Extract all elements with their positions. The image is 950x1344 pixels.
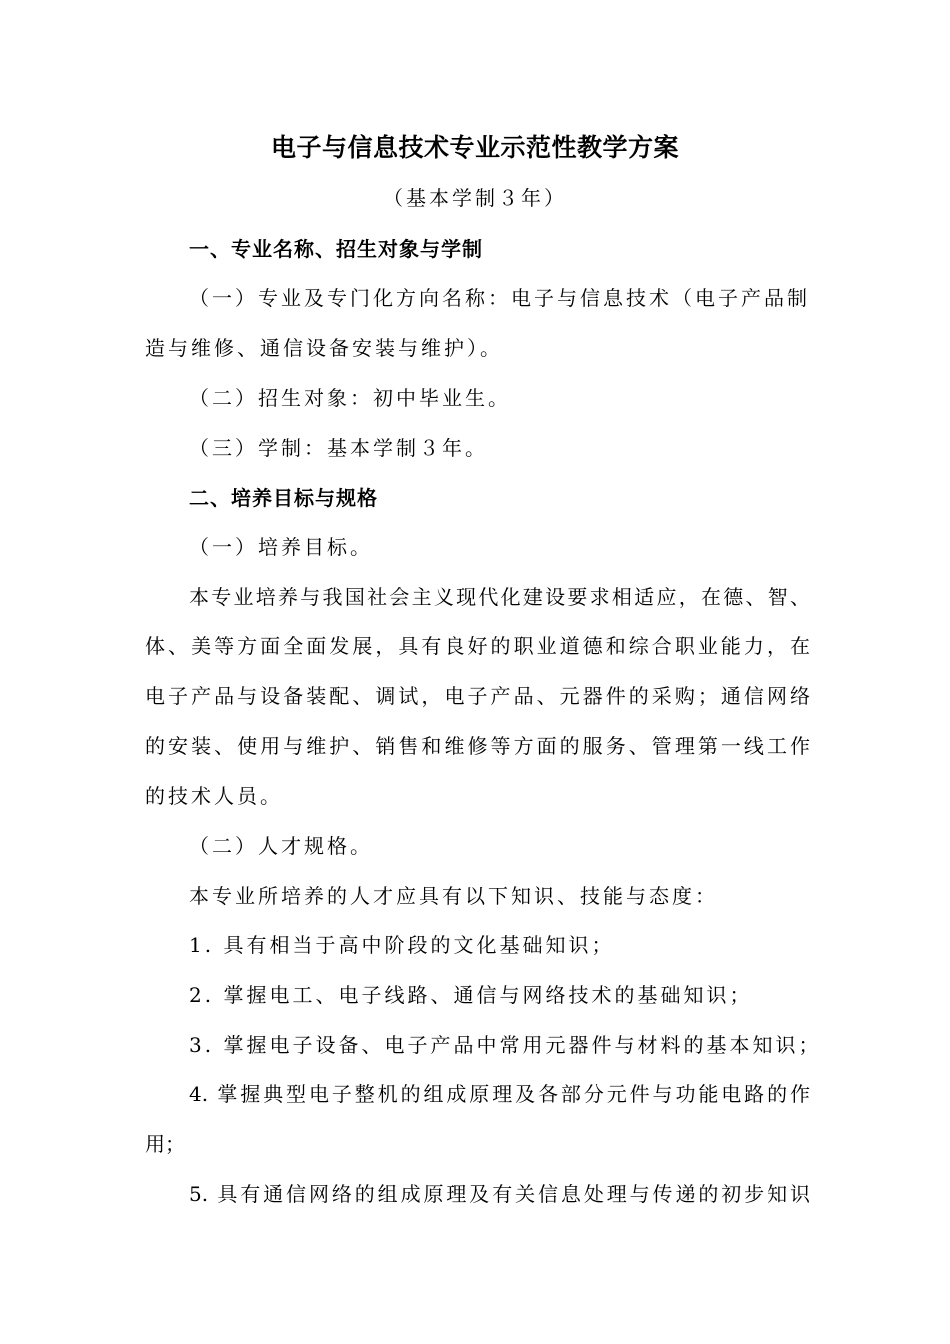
paragraph-line: 的技术人员。 <box>145 784 283 808</box>
paragraph-line: （二）招生对象：初中毕业生。 <box>189 386 511 410</box>
paragraph-line: 的安装、使用与维护、销售和维修等方面的服务、管理第一线工作 <box>145 734 810 758</box>
section-heading-2: 二、培养目标与规格 <box>189 486 378 510</box>
paragraph-line: 本专业培养与我国社会主义现代化建设要求相适应，在德、智、 <box>189 585 810 609</box>
list-item: 5. 具有通信网络的组成原理及有关信息处理与传递的初步知识 <box>189 1182 810 1206</box>
section-heading-1: 一、专业名称、招生对象与学制 <box>189 237 483 261</box>
paragraph-line: 本专业所培养的人才应具有以下知识、技能与态度： <box>189 884 718 908</box>
list-item: 2. 掌握电工、电子线路、通信与网络技术的基础知识； <box>189 983 753 1007</box>
paragraph-line: （一）专业及专门化方向名称：电子与信息技术（电子产品制 <box>189 286 810 310</box>
document-subtitle: （基本学制３年） <box>383 186 567 210</box>
list-item: 1. 具有相当于高中阶段的文化基础知识； <box>189 933 615 957</box>
paragraph-line: （一）培养目标。 <box>189 535 373 559</box>
list-item: 3. 掌握电子设备、电子产品中常用元器件与材料的基本知识； <box>189 1033 822 1057</box>
paragraph-line: （三）学制：基本学制３年。 <box>189 436 488 460</box>
paragraph-line: （二）人才规格。 <box>189 834 373 858</box>
list-item-continuation: 用； <box>145 1132 185 1156</box>
paragraph-line: 造与维修、通信设备安装与维护）。 <box>145 336 503 360</box>
paragraph-line: 电子产品与设备装配、调试，电子产品、元器件的采购；通信网络 <box>145 684 810 708</box>
list-item: 4. 掌握典型电子整机的组成原理及各部分元件与功能电路的作 <box>189 1082 810 1106</box>
document-title: 电子与信息技术专业示范性教学方案 <box>270 133 679 162</box>
paragraph-line: 体、美等方面全面发展，具有良好的职业道德和综合职业能力，在 <box>145 634 810 658</box>
